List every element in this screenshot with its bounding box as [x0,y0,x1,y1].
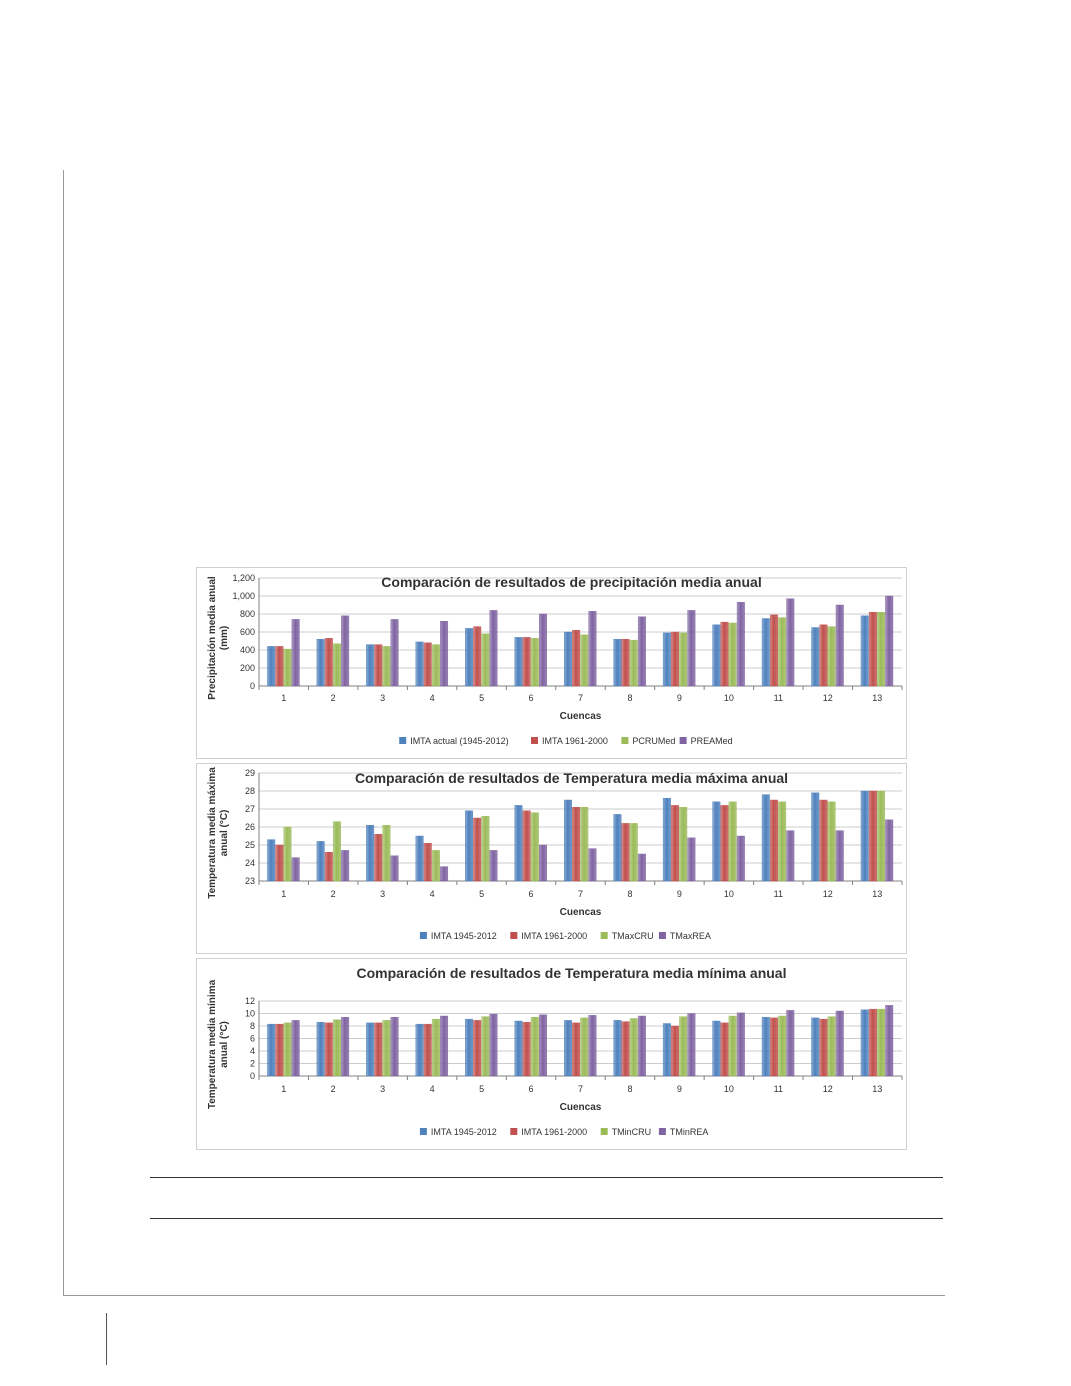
bar-imta-actual-1945-2012--cat-5 [465,628,473,686]
x-tick-label: 7 [577,693,584,703]
bar-preamed-cat-10 [737,602,745,686]
y-axis-label: anual (°C) [219,1021,230,1068]
chart-tmax [197,764,906,953]
bar-preamed-cat-8 [638,617,646,686]
bar-tminrea-cat-4 [440,1016,448,1076]
x-tick-label: 1 [281,889,287,899]
bar-preamed-cat-5 [490,610,498,686]
bar-tminrea-cat-6 [539,1015,547,1076]
bar-preamed-cat-12 [836,605,844,686]
bar-imta-1961-2000-cat-2 [325,852,333,881]
bar-imta-1961-2000-cat-11 [770,615,778,686]
bar-tmaxcru-cat-7 [581,807,589,881]
bar-pcrumed-cat-2 [333,644,341,686]
bar-tminrea-cat-12 [836,1011,844,1076]
bar-tmaxcru-cat-12 [828,802,836,881]
bar-imta-actual-1945-2012--cat-6 [515,637,523,686]
bar-tmincru-cat-1 [284,1023,292,1076]
bar-imta-1961-2000-cat-13 [869,791,877,881]
y-tick-label: 23 [244,876,255,886]
y-tick-label: 400 [239,645,255,655]
legend-swatch [399,737,406,744]
legend-swatch [420,1128,427,1135]
bar-imta-actual-1945-2012--cat-1 [267,646,275,686]
bar-imta-1945-2012-cat-7 [564,800,572,881]
bar-imta-1961-2000-cat-4 [424,843,432,881]
bar-imta-actual-1945-2012--cat-11 [762,619,770,687]
bar-tmaxcru-cat-9 [679,807,687,881]
bar-tmincru-cat-13 [877,1009,885,1076]
bar-imta-1945-2012-cat-3 [366,825,374,881]
bar-tmaxrea-cat-13 [885,820,893,881]
x-tick-label: 10 [723,1084,734,1094]
legend-label: IMTA 1961-2000 [542,736,608,746]
bar-tminrea-cat-9 [688,1014,696,1077]
y-tick-label: 6 [249,1033,255,1044]
bar-imta-1961-2000-cat-2 [325,1023,333,1076]
bar-imta-1945-2012-cat-12 [811,1018,819,1076]
bar-tmincru-cat-12 [828,1017,836,1076]
x-tick-label: 9 [676,889,682,899]
bar-tminrea-cat-1 [292,1020,300,1076]
bar-tmaxcru-cat-3 [383,825,391,881]
legend-label: TMinREA [669,1127,709,1137]
chart-tmin [197,959,906,1149]
legend-label: TMinCRU [611,1127,652,1137]
bar-tminrea-cat-3 [391,1017,399,1076]
bar-imta-actual-1945-2012--cat-10 [713,625,721,686]
x-axis-label: Cuencas [559,1102,602,1113]
bar-tminrea-cat-11 [787,1010,795,1076]
legend-label: IMTA 1961-2000 [521,931,588,941]
chart-panel-tmin [196,958,907,1150]
bar-imta-1961-2000-cat-1 [276,1024,284,1076]
legend-label: PREAMed [690,736,733,746]
divider-bottom [150,1218,943,1219]
x-tick-label: 3 [380,693,386,703]
bar-tmincru-cat-5 [482,1017,490,1076]
bar-imta-1961-2000-cat-1 [276,646,284,686]
bar-preamed-cat-1 [292,619,300,686]
x-tick-label: 3 [380,889,386,899]
bar-imta-1961-2000-cat-9 [671,1026,679,1076]
legend-swatch [601,932,608,939]
bar-tminrea-cat-8 [638,1016,646,1076]
y-tick-label: 2 [249,1058,255,1069]
bar-pcrumed-cat-12 [828,627,836,686]
bar-imta-1961-2000-cat-7 [572,807,580,881]
bar-tmaxcru-cat-8 [630,823,638,881]
bar-imta-actual-1945-2012--cat-3 [366,645,374,686]
bar-imta-1945-2012-cat-3 [366,1023,374,1076]
y-tick-label: 24 [244,858,255,868]
bar-imta-1945-2012-cat-6 [515,805,523,881]
x-tick-label: 3 [380,1084,386,1094]
bar-imta-actual-1945-2012--cat-4 [416,642,424,686]
y-tick-label: 28 [244,786,255,796]
y-tick-label: 0 [249,681,255,691]
bar-preamed-cat-11 [787,599,795,686]
x-tick-label: 10 [723,693,734,703]
bar-imta-1961-2000-cat-13 [869,612,877,686]
bar-tmincru-cat-2 [333,1020,341,1076]
y-tick-label: 1,000 [232,591,255,601]
bar-tmaxrea-cat-7 [589,849,597,881]
bar-imta-1961-2000-cat-3 [374,1023,382,1076]
x-tick-label: 11 [773,693,784,703]
bar-imta-actual-1945-2012--cat-8 [614,639,622,686]
bar-tmaxrea-cat-1 [292,858,300,881]
x-tick-label: 6 [528,1084,534,1094]
y-tick-label: 0 [249,1071,255,1081]
bar-imta-1961-2000-cat-6 [523,637,531,686]
bar-tmaxcru-cat-10 [729,802,737,881]
bar-tmincru-cat-8 [630,1019,638,1077]
bar-imta-1961-2000-cat-6 [523,811,531,881]
bar-tmincru-cat-7 [581,1018,589,1076]
bar-tmincru-cat-11 [778,1016,786,1076]
bar-pcrumed-cat-4 [432,645,440,686]
bar-pcrumed-cat-11 [778,618,786,686]
x-tick-label: 6 [528,889,534,899]
legend-swatch [659,932,666,939]
bar-tmaxrea-cat-9 [688,838,696,881]
bar-imta-1945-2012-cat-4 [416,836,424,881]
legend-label: IMTA 1961-2000 [521,1127,588,1137]
y-tick-label: 8 [249,1021,255,1031]
y-tick-label: 12 [244,996,255,1006]
bar-imta-1945-2012-cat-4 [416,1024,424,1076]
bar-imta-1961-2000-cat-5 [473,818,481,881]
x-tick-label: 4 [429,1084,435,1094]
y-tick-label: 26 [244,822,255,832]
bar-imta-actual-1945-2012--cat-12 [811,628,819,687]
bar-tmaxrea-cat-11 [787,831,795,881]
bar-imta-1961-2000-cat-3 [374,834,382,881]
x-tick-label: 8 [627,889,633,899]
x-tick-label: 11 [773,1084,784,1094]
bar-imta-1961-2000-cat-12 [820,625,828,686]
legend-swatch [420,932,427,939]
bar-imta-1945-2012-cat-11 [762,1017,770,1076]
bar-imta-1945-2012-cat-1 [267,1024,275,1076]
x-tick-label: 4 [429,693,435,703]
bar-imta-1945-2012-cat-10 [713,802,721,881]
legend-label: PCRUMed [632,736,676,746]
bar-tmincru-cat-6 [531,1017,539,1076]
x-tick-label: 12 [822,693,833,703]
bar-imta-1945-2012-cat-13 [861,791,869,881]
bar-tmaxrea-cat-4 [440,867,448,881]
y-tick-label: 10 [244,1008,255,1019]
x-tick-label: 9 [676,1084,682,1094]
divider-top [150,1177,943,1178]
bar-imta-1945-2012-cat-7 [564,1020,572,1076]
bar-pcrumed-cat-6 [531,638,539,686]
x-tick-label: 2 [330,693,336,703]
bar-imta-actual-1945-2012--cat-13 [861,616,869,686]
y-tick-label: 800 [239,609,255,619]
bar-imta-1945-2012-cat-11 [762,795,770,881]
bar-tmaxrea-cat-8 [638,854,646,881]
bar-pcrumed-cat-3 [383,646,391,686]
bar-imta-1945-2012-cat-9 [663,1024,671,1077]
bar-imta-1945-2012-cat-5 [465,811,473,881]
x-tick-label: 11 [773,889,784,899]
chart-panel-precipitation [196,567,907,759]
legend-label: IMTA actual (1945-2012) [410,736,509,746]
y-tick-label: 4 [249,1046,255,1056]
y-tick-label: 27 [244,804,255,814]
y-tick-label: 29 [244,768,255,778]
bar-preamed-cat-7 [589,611,597,686]
bar-preamed-cat-13 [885,596,893,686]
left-margin-rule [63,170,64,1296]
page-marker-rule [106,1313,107,1365]
chart-title: Comparación de resultados de Temperatura media máxima anual [354,770,789,786]
bar-imta-1961-2000-cat-2 [325,638,333,686]
bar-tminrea-cat-10 [737,1013,745,1076]
legend-swatch [621,737,628,744]
bar-tmaxrea-cat-5 [490,850,498,881]
bar-imta-1961-2000-cat-12 [820,800,828,881]
chart-title: Comparación de resultados de Temperatura media mínima anual [356,965,787,981]
bar-tminrea-cat-5 [490,1014,498,1076]
x-tick-label: 12 [822,1084,833,1094]
bar-tmaxrea-cat-3 [391,856,399,881]
y-axis-label: Temperatura media máxima [207,767,218,899]
bar-tmaxrea-cat-6 [539,845,547,881]
y-tick-label: 25 [244,840,255,850]
bar-imta-1961-2000-cat-11 [770,800,778,881]
bar-imta-1961-2000-cat-10 [721,805,729,881]
bar-imta-1961-2000-cat-1 [276,845,284,881]
x-tick-label: 2 [330,1084,336,1094]
bar-pcrumed-cat-7 [581,635,589,686]
bar-tmincru-cat-10 [729,1016,737,1076]
bar-tmaxcru-cat-11 [778,802,786,881]
bar-imta-1961-2000-cat-7 [572,1023,580,1076]
x-tick-label: 1 [281,693,287,703]
x-tick-label: 5 [479,693,485,703]
legend-swatch [531,737,538,744]
bar-imta-1961-2000-cat-6 [523,1022,531,1076]
bar-preamed-cat-3 [391,619,399,686]
x-tick-label: 1 [281,1084,287,1094]
bar-imta-1961-2000-cat-12 [820,1019,828,1076]
x-tick-label: 2 [330,889,336,899]
bar-imta-1961-2000-cat-9 [671,805,679,881]
chart-title: Comparación de resultados de precipitación media anual [381,574,762,590]
y-axis-label: Temperatura media mínima [207,979,218,1110]
x-tick-label: 6 [528,693,534,703]
bar-imta-1945-2012-cat-2 [317,841,325,881]
bar-imta-1961-2000-cat-11 [770,1018,778,1076]
bar-imta-1945-2012-cat-2 [317,1022,325,1076]
bar-imta-1945-2012-cat-1 [267,840,275,881]
bar-imta-1961-2000-cat-10 [721,1023,729,1076]
bar-imta-1961-2000-cat-8 [622,639,630,686]
bar-pcrumed-cat-13 [877,612,885,686]
chart-precipitation [197,568,906,758]
x-tick-label: 13 [872,889,883,899]
bar-tmincru-cat-9 [679,1017,687,1076]
bar-tmincru-cat-3 [383,1020,391,1076]
bar-tminrea-cat-2 [341,1017,349,1076]
bar-preamed-cat-4 [440,621,448,686]
legend-swatch [680,737,687,744]
x-axis-label: Cuencas [559,907,602,918]
legend-label: IMTA 1945-2012 [430,1127,497,1137]
bar-imta-actual-1945-2012--cat-9 [663,633,671,686]
bar-pcrumed-cat-5 [482,634,490,686]
chart-panel-tmax [196,763,907,954]
bar-tmaxrea-cat-2 [341,850,349,881]
bar-pcrumed-cat-1 [284,649,292,686]
y-axis-label: Precipitación media anual [207,576,218,700]
bar-imta-actual-1945-2012--cat-2 [317,639,325,686]
bar-tminrea-cat-13 [885,1005,893,1076]
x-axis-label: Cuencas [559,711,602,722]
x-tick-label: 13 [872,1084,883,1094]
bar-imta-actual-1945-2012--cat-7 [564,632,572,686]
bar-tmincru-cat-4 [432,1019,440,1076]
legend-swatch [601,1128,608,1135]
bar-imta-1945-2012-cat-9 [663,798,671,881]
bar-preamed-cat-6 [539,614,547,686]
bar-preamed-cat-9 [688,610,696,686]
legend-swatch [659,1128,666,1135]
bar-pcrumed-cat-8 [630,640,638,686]
bar-pcrumed-cat-10 [729,623,737,686]
bar-tmaxcru-cat-13 [877,791,885,881]
y-tick-label: 600 [239,627,255,637]
bar-tmaxcru-cat-5 [482,816,490,881]
bar-tminrea-cat-7 [589,1015,597,1076]
bar-imta-1945-2012-cat-13 [861,1010,869,1076]
bar-tmaxcru-cat-4 [432,850,440,881]
x-tick-label: 12 [822,889,833,899]
bar-tmaxcru-cat-6 [531,813,539,881]
legend-label: IMTA 1945-2012 [430,931,497,941]
bar-imta-1945-2012-cat-10 [713,1021,721,1076]
y-axis-label: (mm) [219,625,230,651]
y-tick-label: 200 [239,663,255,673]
bar-imta-1961-2000-cat-4 [424,1024,432,1076]
bar-imta-1961-2000-cat-9 [671,632,679,686]
legend-label: TMaxCRU [611,931,654,941]
bar-tmaxcru-cat-2 [333,822,341,881]
x-tick-label: 10 [723,889,734,899]
bar-imta-1961-2000-cat-3 [374,645,382,686]
x-tick-label: 5 [479,889,485,899]
bar-pcrumed-cat-9 [679,633,687,686]
x-tick-label: 7 [577,889,584,899]
x-tick-label: 8 [627,693,633,703]
bar-imta-1961-2000-cat-5 [473,627,481,686]
bar-tmaxcru-cat-1 [284,827,292,881]
bar-imta-1961-2000-cat-5 [473,1020,481,1076]
x-tick-label: 9 [676,693,682,703]
legend-swatch [510,932,517,939]
bar-imta-1961-2000-cat-4 [424,643,432,686]
bar-imta-1945-2012-cat-8 [614,1020,622,1076]
y-axis-label: anual (°C) [219,809,230,857]
x-tick-label: 8 [627,1084,633,1094]
bar-imta-1961-2000-cat-8 [622,1022,630,1076]
bar-imta-1961-2000-cat-10 [721,622,729,686]
y-tick-label: 1,200 [232,573,255,583]
bar-imta-1961-2000-cat-13 [869,1009,877,1076]
bar-tmaxrea-cat-12 [836,831,844,881]
x-tick-label: 13 [872,693,883,703]
legend-swatch [510,1128,517,1135]
bottom-margin-rule [63,1295,945,1296]
x-tick-label: 7 [577,1084,584,1094]
x-tick-label: 4 [429,889,435,899]
bar-imta-1945-2012-cat-6 [515,1021,523,1076]
bar-preamed-cat-2 [341,616,349,686]
bar-tmaxrea-cat-10 [737,836,745,881]
bar-imta-1961-2000-cat-8 [622,823,630,881]
legend-label: TMaxREA [669,931,711,941]
bar-imta-1945-2012-cat-5 [465,1019,473,1076]
x-tick-label: 5 [479,1084,485,1094]
bar-imta-1945-2012-cat-12 [811,793,819,881]
bar-imta-1961-2000-cat-7 [572,630,580,686]
bar-imta-1945-2012-cat-8 [614,814,622,881]
